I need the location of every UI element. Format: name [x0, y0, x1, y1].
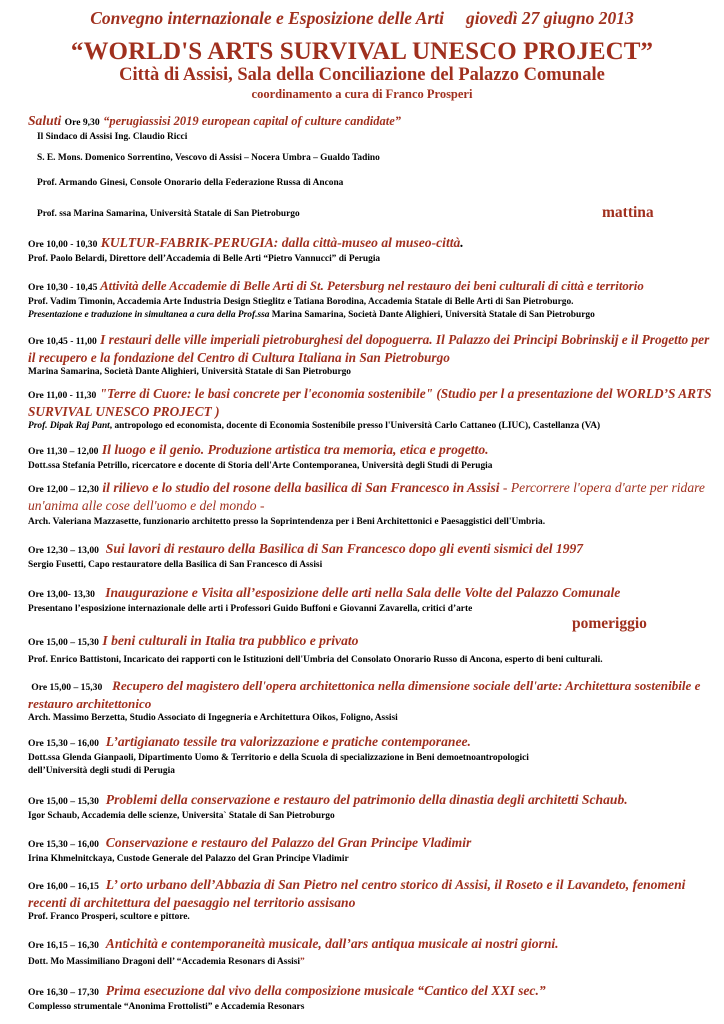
session-speaker: Prof. Paolo Belardi, Direttore dell’Accademia di Belle Arti “Pietro Vannucci” di Perugia [28, 254, 381, 264]
speaker-line: Il Sindaco di Assisi Ing. Claudio Ricci [37, 132, 188, 142]
session-speaker: Prof. Franco Prosperi, scultore e pittore. [28, 912, 190, 922]
speaker-line: S. E. Mons. Domenico Sorrentino, Vescovo di Assisi – Nocera Umbra – Gualdo Tadino [37, 153, 380, 163]
event-heading [0, 8, 724, 29]
session-time: Ore 16,00 – 16,15 [28, 881, 99, 892]
session-title: Antichità e contemporaneità musicale, dall’ars antiqua musicale ai nostri giorni. [105, 936, 559, 951]
event-name: Convegno internazionale e Esposizione delle Arti [90, 8, 445, 28]
greetings-heading [28, 113, 713, 131]
session-title: "Terre di Cuore: le basi concrete per l'economia sostenibile" (Studio per l a presentazione del WORLD’S ARTS SURVIVAL UNESCO PROJECT ) [28, 386, 712, 419]
session-title: KULTUR-FABRIK-PERUGIA: dalla città-museo al museo-città [100, 235, 461, 250]
session-title: Il luogo e il genio. Produzione artistica tra memoria, etica e progetto. [101, 442, 489, 457]
session-title: I restauri delle ville imperiali pietroburghesi del dopoguerra. Il Palazzo dei Principi Bobrinskij e il Progetto per il recupero e la fondazione del Centro di Cultura Italiana in San Pietroburgo [28, 332, 710, 365]
session-item [28, 278, 713, 322]
session-item [28, 678, 713, 725]
session-speaker: Prof. Vadim Timonin, Accademia Arte Industria Design Stieglitz e Tatiana Borodina, Accademia Statale di Belle Arti di San Pietroburgo. [28, 297, 574, 307]
session-title: L’ orto urbano dell’Abbazia di San Pietro nel centro storico di Assisi, il Roseto e il Lavandeto, fenomeni recenti di architettura del paesaggio nel territorio assisano [28, 877, 686, 910]
session-title: Sui lavori di restauro della Basilica di San Francesco dopo gli eventi sismici del 1997 [105, 541, 584, 556]
session-time: Ore 15,00 – 15,30 [28, 796, 99, 807]
session-title: Attività delle Accademie di Belle Arti di St. Petersburg nel restauro dei beni culturali di città e territorio [100, 279, 644, 293]
session-item [28, 480, 713, 529]
session-title: Inaugurazione e Visita all’esposizione delle arti nella Sala delle Volte del Palazzo Comunale [105, 585, 621, 600]
session-title: L’artigianato tessile tra valorizzazione e pratiche contemporanee. [105, 734, 471, 749]
session-title: Prima esecuzione dal vivo della composizione musicale “Cantico del XXI sec.” [105, 983, 546, 998]
venue-subtitle: Città di Assisi, Sala della Conciliazione del Palazzo Comunale [119, 65, 605, 85]
session-speaker: Dott.ssa Stefania Petrillo, ricercatore e docente di Storia dell'Arte Contemporanea, Università degli Studi di Perugia [28, 461, 493, 471]
session-item [28, 936, 713, 969]
session-time: Ore 10,00 - 10,30 [28, 239, 98, 250]
speaker-line: Prof. Armando Ginesi, Console Onorario della Federazione Russa di Ancona [37, 178, 344, 188]
greetings-label: Saluti [28, 113, 62, 128]
session-item [28, 633, 713, 667]
session-speaker: Dott. Mo Massimiliano Dragoni dell’ “Accademia Resonars di Assisi [28, 957, 300, 967]
session-item [28, 235, 713, 266]
session-title: Conservazione e restauro del Palazzo del Gran Principe Vladimir [105, 835, 472, 850]
session-item [28, 541, 713, 572]
session-title: Recupero del magistero dell'opera architettonica nella dimensione sociale dell'arte: Architettura sostenibile e restauro architettonico [28, 678, 701, 711]
session-time: Ore 15,00 – 15,30 [31, 682, 103, 693]
session-speaker: dell’Università degli studi di Perugia [28, 766, 175, 776]
session-speaker: Irina Khmelnitckaya, Custode Generale del Palazzo del Gran Principe Vladimir [28, 854, 349, 864]
session-speaker-end: ” [299, 957, 305, 967]
event-date: giovedì 27 giugno 2013 [466, 8, 634, 28]
session-speaker: Prof. Dipak Raj Pant [28, 421, 110, 431]
session-time: Ore 10,30 - 10,45 [28, 282, 98, 293]
session-time: Ore 15,30 – 16,00 [28, 738, 99, 749]
session-time: Ore 12,00 – 12,30 [28, 484, 99, 495]
session-time: Ore 10,45 - 11,00 [28, 336, 97, 347]
session-subtitle: - Percorrere l'opera d'arte per ridare un'anima alle cose dell'uomo e del mondo - [28, 480, 705, 513]
coordination-line: coordinamento a cura di Franco Prosperi [251, 87, 473, 101]
session-time: Ore 12,30 – 13,00 [28, 545, 99, 556]
greetings-time: Ore 9,30 [64, 117, 100, 128]
session-translation-note: Presentazione e traduzione in simultanea a cura della Prof.ssa [28, 310, 270, 320]
session-speaker: Dott.ssa Glenda Gianpaoli, Dipartimento Uomo & Territorio e della Scuola di specializzazione in Beni demoetnoantropologici [28, 753, 529, 763]
page-title: “WORLD'S ARTS SURVIVAL UNESCO PROJECT” [70, 38, 654, 65]
session-speaker: Complesso strumentale “Anonima Frottolisti” e Accademia Resonars [28, 1002, 305, 1012]
session-time: Ore 11,00 - 11,30 [28, 390, 97, 401]
session-item [28, 792, 713, 823]
session-speaker: Igor Schaub, Accademia delle scienze, Universita` Statale di San Pietroburgo [28, 811, 335, 821]
session-item [28, 835, 713, 866]
session-speaker: Arch. Massimo Berzetta, Studio Associato di Ingegneria e Architettura Oikos, Foligno, Assisi [28, 713, 398, 723]
session-time: Ore 11,30 – 12,00 [28, 446, 99, 457]
session-speaker: Marina Samarina, Società Dante Alighieri, Università Statale di San Pietroburgo [28, 367, 351, 377]
session-speaker: Arch. Valeriana Mazzasette, funzionario architetto presso la Soprintendenza per i Beni Architettonici e Paesaggistici dell'Umbria. [28, 517, 546, 527]
session-time: Ore 16,30 – 17,30 [28, 987, 99, 998]
section-afternoon: pomeriggio [572, 615, 647, 632]
session-time: Ore 13,00- 13,30 [28, 589, 95, 600]
session-title: Problemi della conservazione e restauro del patrimonio della dinastia degli architetti Schaub. [105, 792, 628, 807]
session-speaker: Presentano l’esposizione internazionale delle arti i Professori Guido Buffoni e Giovanni Zavarella, critici d’arte [28, 604, 473, 614]
session-title: I beni culturali in Italia tra pubblico e privato [102, 633, 359, 648]
session-item [28, 386, 713, 433]
session-item [28, 877, 713, 924]
session-speaker: Marina Samarina, Società Dante Alighieri, Università Statale di San Pietroburgo [271, 310, 595, 320]
session-time: Ore 16,15 – 16,30 [28, 940, 99, 951]
speaker-line: Prof. ssa Marina Samarina, Università Statale di San Pietroburgo [37, 209, 300, 219]
session-title-end: . [460, 235, 464, 250]
session-speaker: Prof. Enrico Battistoni, Incaricato dei rapporti con le Istituzioni dell'Umbria del Consolato Onorario Russo di Ancona, esperto di beni culturali. [28, 655, 603, 665]
greetings-title: “perugiassisi 2019 european capital of culture candidate” [103, 114, 401, 128]
greetings-block [28, 113, 713, 144]
session-item [28, 332, 713, 379]
section-morning: mattina [602, 204, 654, 221]
session-time: Ore 15,00 – 15,30 [28, 637, 99, 648]
session-time: Ore 15,30 – 16,00 [28, 839, 99, 850]
session-speaker-affiliation: , antropologo ed economista, docente di Economia Sostenibile presso l'Università Carlo Cattaneo (LIUC), Castellanza (VA) [109, 421, 601, 431]
session-item [28, 734, 713, 778]
session-item [28, 585, 713, 616]
session-item [28, 442, 713, 473]
session-speaker: Sergio Fusetti, Capo restauratore della Basilica di San Francesco di Assisi [28, 560, 323, 570]
session-item [28, 983, 713, 1014]
session-title: il rilievo e lo studio del rosone della basilica di San Francesco in Assisi [102, 480, 500, 495]
